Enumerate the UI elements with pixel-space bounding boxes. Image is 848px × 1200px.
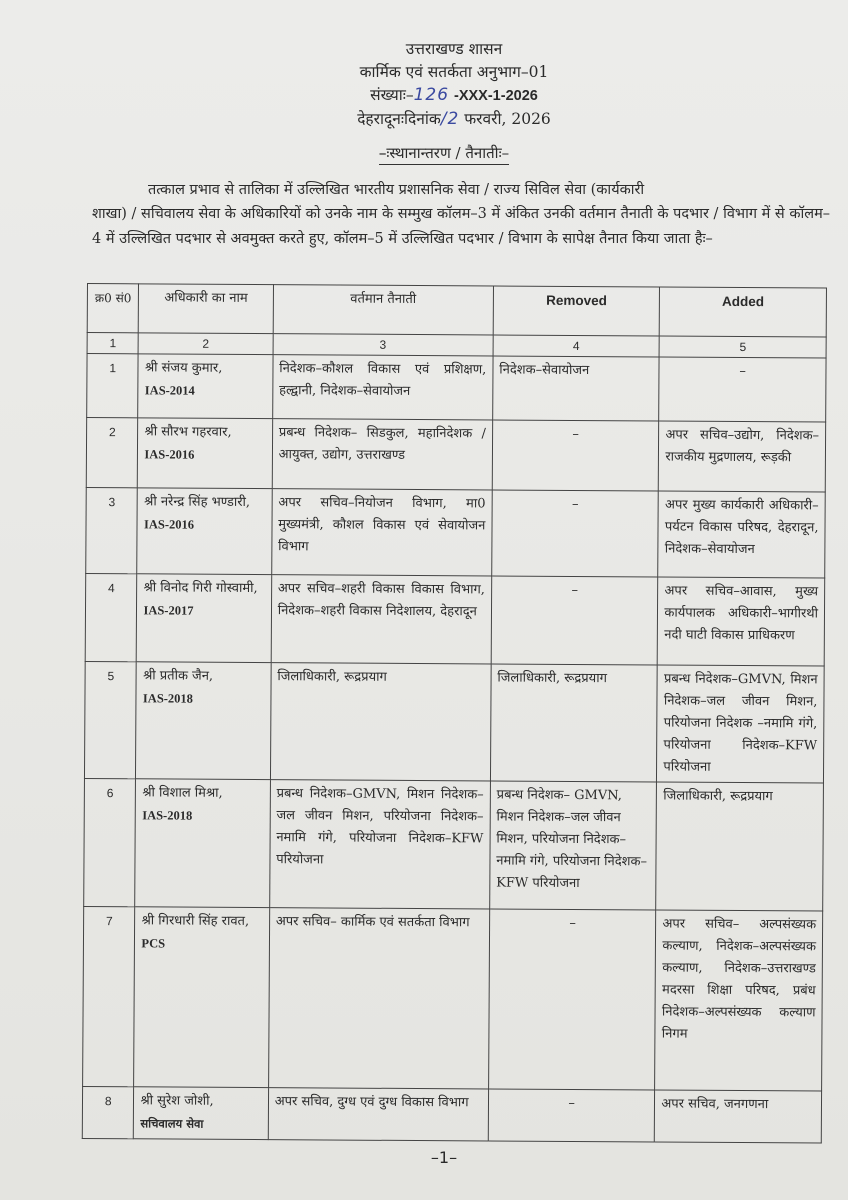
- officer-grade: IAS-2016: [143, 517, 195, 532]
- row-added: अपर सचिव–आवास, मुख्य कार्यपालक अधिकारी–भागीरथी नदी घाटी विकास प्राधिकरण: [658, 577, 825, 666]
- officer-grade: IAS-2017: [143, 603, 194, 618]
- order-date: [60, 108, 848, 131]
- intro-first-line: तत्काल प्रभाव से तालिका में उल्लिखित भारतीय प्रशासनिक सेवा / राज्य सिविल सेवा (कार्यकारी: [148, 182, 645, 198]
- row-added: जिलाधिकारी, रूद्रप्रयाग: [656, 782, 823, 911]
- added-text: –: [739, 363, 746, 380]
- row-officer: [138, 418, 273, 489]
- row-current-posting: जिलाधिकारी, रूद्रप्रयाग: [270, 663, 491, 781]
- document-header: [0, 38, 848, 163]
- intro-paragraph-first-line: [130, 178, 830, 203]
- row-removed: [488, 909, 656, 1090]
- row-removed: निदेशक–सेवायोजन: [492, 356, 659, 421]
- removed-text: –: [569, 915, 577, 931]
- transfer-table: [82, 283, 827, 1144]
- removed-text: –: [572, 426, 579, 443]
- row-sno: 7: [83, 906, 136, 1086]
- officer-name: श्री गिरधारी सिंह रावत,: [141, 913, 250, 930]
- officer-grade: IAS-2018: [142, 808, 193, 823]
- header-sno: क्र0 सं0: [87, 284, 139, 333]
- column-number: 5: [659, 336, 826, 358]
- row-current-posting: अपर सचिव–नियोजन विभाग, मा0 मुख्यमंत्री, कौशल विकास एवं सेवायोजन विभाग: [271, 489, 492, 576]
- row-added: अपर सचिव– अल्पसंख्यक कल्याण, निदेशक–अल्पसंख्यक कल्याण, निदेशक–उत्तराखण्ड मदरसा शिक्षा परिषद, प्रबंध निदेशक–अल्पसंख्यक कल्याण निगम: [655, 910, 823, 1091]
- department-name: कार्मिक एवं सतर्कता अनुभाग–01: [359, 63, 549, 81]
- officer-name: श्री विशाल मिश्रा,: [142, 785, 223, 801]
- officer-name: श्री विनोद गिरी गोस्वामी,: [143, 580, 258, 597]
- officer-grade: सचिवालय सेवा: [140, 1116, 204, 1131]
- order-number-handwritten: 126: [413, 85, 450, 105]
- officer-name: श्री संजय कुमार,: [144, 360, 223, 376]
- header-officer-name: अधिकारी का नाम: [139, 284, 274, 334]
- removed-text: –: [571, 496, 579, 513]
- officer-name: श्री सुरेश जोशी,: [140, 1093, 214, 1109]
- government-name: उत्तराखण्ड शासन: [405, 40, 503, 58]
- row-sno: 3: [86, 487, 138, 573]
- table-row: [86, 418, 825, 493]
- table-row: [82, 1086, 821, 1143]
- row-sno: 2: [86, 418, 138, 488]
- row-added: [659, 357, 826, 422]
- removed-text: –: [571, 582, 579, 599]
- order-number-suffix: -XXX-1-2026: [454, 88, 538, 104]
- removed-text: –: [568, 1095, 575, 1111]
- header-removed: Removed: [493, 286, 660, 336]
- table-row: [87, 354, 826, 423]
- row-current-posting: निदेशक–कौशल विकास एवं प्रशिक्षण, हल्द्वानी, निदेशक–सेवायोजन: [272, 355, 492, 420]
- page-number: –1–: [430, 1148, 458, 1167]
- row-current-posting: अपर सचिव, दुग्ध एवं दुग्ध विकास विभाग: [268, 1088, 488, 1141]
- table-row: [83, 906, 823, 1091]
- order-date-suffix: फरवरी, 2026: [459, 110, 551, 128]
- row-added: प्रबन्ध निदेशक–GMVN, मिशन निदेशक–जल जीवन मिशन, परियोजना निदेशक –नमामि गंगे, परियोजना निदेशक–KFW परियोजना: [657, 665, 824, 783]
- row-officer: [134, 907, 269, 1088]
- row-officer: [137, 574, 272, 663]
- row-removed: प्रबन्ध निदेशक– GMVN, मिशन निदेशक–जल जीवन मिशन, परियोजना निदेशक– नमामि गंगे, परियोजना निदेशक– KFW परियोजना: [490, 781, 657, 910]
- row-removed: [488, 1089, 655, 1142]
- officer-grade: IAS-2016: [144, 447, 195, 462]
- table-row: [84, 778, 824, 911]
- column-number: 1: [87, 333, 139, 354]
- table-row: [84, 661, 824, 783]
- row-current-posting: अपर सचिव–शहरी विकास विकास विभाग, निदेशक–शहरी विकास निदेशालय, देहरादून: [271, 575, 492, 664]
- officer-name: श्री नरेन्द्र सिंह भण्डारी,: [144, 494, 251, 511]
- row-removed: [492, 490, 659, 577]
- officer-grade: PCS: [141, 936, 166, 951]
- row-officer: [136, 662, 271, 780]
- header-current-posting: वर्तमान तैनाती: [273, 285, 493, 335]
- intro-paragraph-rest: शाखा) / सचिवालय सेवा के अधिकारियों को उनके नाम के सम्मुख कॉलम–3 में अंकित उनकी वर्तमान तैनाती के पदभार / विभाग में से कॉलम–4 में उल्लिखित पदभार से अवमुक्त करते हुए, कॉलम–5 में उल्लिखित पदभार / विभाग के सापेक्ष तैनात किया जाता हैः–: [92, 206, 830, 247]
- header-added: Added: [660, 287, 827, 337]
- row-officer: [134, 1087, 269, 1140]
- column-number: 2: [139, 333, 273, 355]
- row-sno: 4: [85, 573, 137, 661]
- row-added: अपर सचिव, जनगणना: [655, 1090, 822, 1143]
- row-sno: 1: [87, 354, 139, 418]
- column-number: 3: [273, 334, 493, 356]
- table-row: [86, 487, 826, 578]
- officer-grade: IAS-2014: [144, 383, 195, 398]
- row-current-posting: अपर सचिव– कार्मिक एवं सतर्कता विभाग: [268, 908, 489, 1089]
- order-number: [60, 84, 848, 108]
- row-sno: 6: [84, 778, 136, 906]
- order-date-label: देहरादूनःदिनांक: [357, 110, 441, 128]
- table-header-row: [87, 284, 826, 338]
- row-officer: [137, 488, 272, 575]
- officer-grade: IAS-2018: [142, 691, 194, 706]
- row-officer: [138, 354, 273, 419]
- table-row: [85, 573, 825, 666]
- order-subject-text: –ःस्थानान्तरण / तैनातीः–: [379, 144, 509, 165]
- order-number-label: संख्याः–: [370, 86, 414, 104]
- row-sno: 8: [82, 1086, 134, 1138]
- order-subject: [40, 143, 848, 163]
- row-current-posting: प्रबन्ध निदेशक– सिडकुल, महानिदेशक / आयुक्त, उद्योग, उत्तराखण्ड: [272, 419, 493, 490]
- row-removed: [491, 576, 658, 665]
- row-sno: 5: [84, 661, 136, 778]
- order-date-handwritten: /2: [440, 109, 460, 129]
- row-current-posting: प्रबन्ध निदेशक–GMVN, मिशन निदेशक–जल जीवन मिशन, परियोजना निदेशक– नमामि गंगे, परियोजना निदेशक–KFW परियोजना: [269, 780, 490, 909]
- row-added: अपर सचिव–उद्योग, निदेशक–राजकीय मुद्रणालय, रूड़की: [659, 421, 826, 492]
- row-removed: जिलाधिकारी, रूद्रप्रयाग: [490, 664, 657, 782]
- row-added: अपर मुख्य कार्यकारी अधिकारी–पर्यटन विकास परिषद, देहरादून, निदेशक–सेवायोजन: [658, 491, 825, 578]
- row-officer: [135, 779, 270, 908]
- row-removed: [492, 420, 659, 491]
- officer-name: श्री प्रतीक जैन,: [143, 668, 214, 684]
- column-number: 4: [493, 335, 660, 357]
- officer-name: श्री सौरभ गहरवार,: [144, 424, 232, 440]
